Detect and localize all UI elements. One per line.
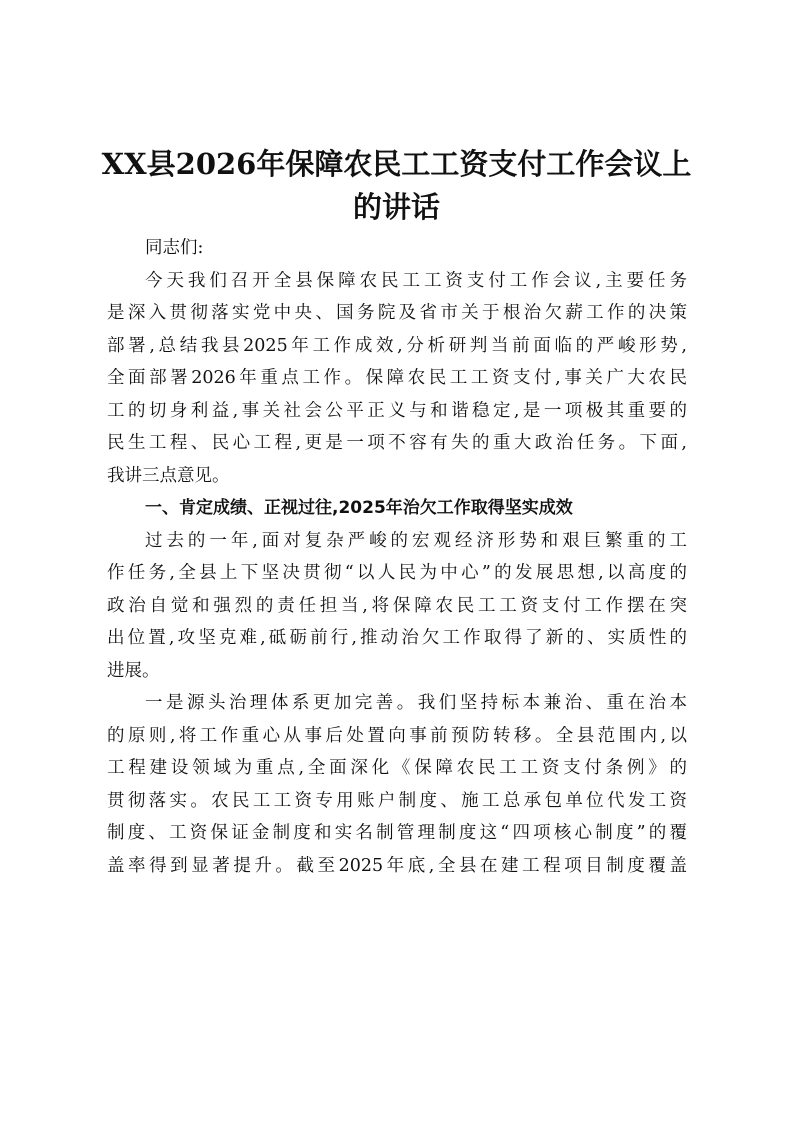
salutation: 同志们: bbox=[145, 238, 204, 258]
title-line: 的讲话 bbox=[352, 190, 440, 224]
paragraph-line: 工程建设领域为重点,全面深化《保障农民工工资支付条例》的 bbox=[107, 758, 687, 778]
paragraph-line: 进展。 bbox=[107, 660, 160, 681]
paragraph-line: 全面部署2026年重点工作。保障农民工工资支付,事关广大农民 bbox=[107, 368, 687, 388]
paragraph-line: 制度、工资保证金制度和实名制管理制度这“四项核心制度”的覆 bbox=[107, 823, 687, 843]
paragraph-line: 一是源头治理体系更加完善。我们坚持标本兼治、重在治本 bbox=[145, 693, 687, 713]
paragraph-line: 盖率得到显著提升。截至2025年底,全县在建工程项目制度覆盖 bbox=[107, 855, 687, 876]
paragraph-line: 民生工程、民心工程,更是一项不容有失的重大政治任务。下面, bbox=[107, 433, 687, 453]
paragraph-line: 作任务,全县上下坚决贯彻“以人民为中心”的发展思想,以高度的 bbox=[107, 563, 687, 583]
paragraph-line: 部署,总结我县2025年工作成效,分析研判当前面临的严峻形势, bbox=[107, 335, 687, 356]
section-heading: 一、肯定成绩、正视过往,2025年治欠工作取得坚实成效 bbox=[145, 498, 573, 518]
paragraph-line: 政治自觉和强烈的责任担当,将保障农民工工资支付工作摆在突 bbox=[107, 595, 687, 616]
document-body bbox=[107, 232, 687, 882]
paragraph-line: 我讲三点意见。 bbox=[107, 465, 230, 486]
paragraph-line: 是深入贯彻落实党中央、国务院及省市关于根治欠薪工作的决策 bbox=[107, 303, 687, 323]
paragraph-line: 工的切身利益,事关社会公平正义与和谐稳定,是一项极其重要的 bbox=[107, 400, 687, 421]
paragraph-line: 出位置,攻坚克难,砥砺前行,推动治欠工作取得了新的、实质性的 bbox=[107, 628, 687, 648]
paragraph-line: 过去的一年,面对复杂严峻的宏观经济形势和艰巨繁重的工 bbox=[145, 530, 687, 551]
paragraph-line: 今天我们召开全县保障农民工工资支付工作会议,主要任务 bbox=[145, 270, 687, 291]
title-line: XX县2026年保障农民工工资支付工作会议上 bbox=[101, 147, 692, 181]
paragraph-line: 贯彻落实。农民工工资专用账户制度、施工总承包单位代发工资 bbox=[107, 790, 687, 811]
paragraph-line: 的原则,将工作重心从事后处置向事前预防转移。全县范围内,以 bbox=[107, 725, 687, 746]
document-title bbox=[90, 143, 703, 229]
